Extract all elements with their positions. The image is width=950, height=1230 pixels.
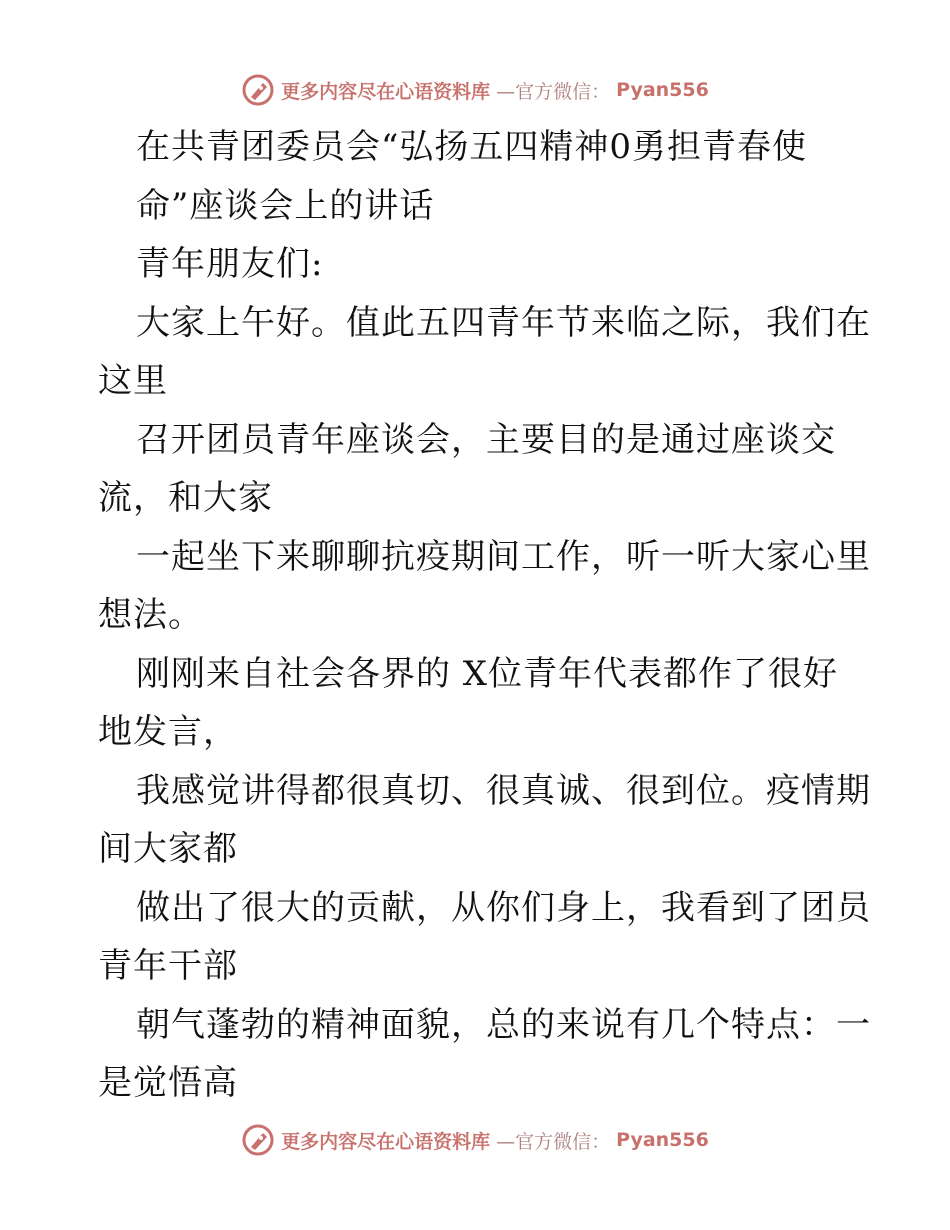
header-banner [0, 70, 950, 110]
text-line: 这里 [98, 361, 168, 401]
text-line: 我感觉讲得都很真切、很真诚、很到位。疫情期 [136, 770, 871, 811]
text-line: 大家上午好。值此五四青年节来临之际，我们在 [136, 302, 871, 343]
document-body [98, 118, 871, 1113]
pen-nib-logo-icon [241, 1123, 275, 1157]
text-line: 想法。 [98, 595, 203, 635]
text-line: 刚刚来自社会各界的 X位青年代表都作了很好 [136, 653, 839, 694]
banner-separator-text: —官方微信： [496, 1130, 611, 1153]
text-line: 做出了很大的贡献，从你们身上，我看到了团员 [136, 887, 871, 928]
text-line: 青年干部 [98, 946, 238, 986]
text-line: 是觉悟高 [98, 1063, 238, 1103]
text-line: 流，和大家 [98, 478, 273, 518]
text-line: 间大家都 [98, 829, 238, 869]
banner-wechat-id: Pyan556 [616, 1129, 709, 1151]
pen-nib-logo-icon [241, 73, 275, 107]
text-line: 在共青团委员会“弘扬五四精神0勇担青春使 [136, 127, 808, 167]
text-line: 青年朋友们: [136, 244, 324, 284]
text-line: 命”座谈会上的讲话 [136, 185, 435, 226]
text-line: 召开团员青年座谈会，主要目的是通过座谈交 [136, 419, 836, 460]
banner-main-text: 更多内容尽在心语资料库 [281, 1130, 491, 1153]
banner-main-text: 更多内容尽在心语资料库 [281, 80, 491, 103]
footer-banner [0, 1120, 950, 1160]
banner-wechat-id: Pyan556 [616, 79, 709, 101]
text-line: 一起坐下来聊聊抗疫期间工作，听一听大家心里 [136, 536, 871, 577]
text-line: 地发言， [98, 712, 238, 752]
banner-separator-text: —官方微信： [496, 80, 611, 103]
text-line: 朝气蓬勃的精神面貌，总的来说有几个特点：一 [136, 1004, 871, 1045]
